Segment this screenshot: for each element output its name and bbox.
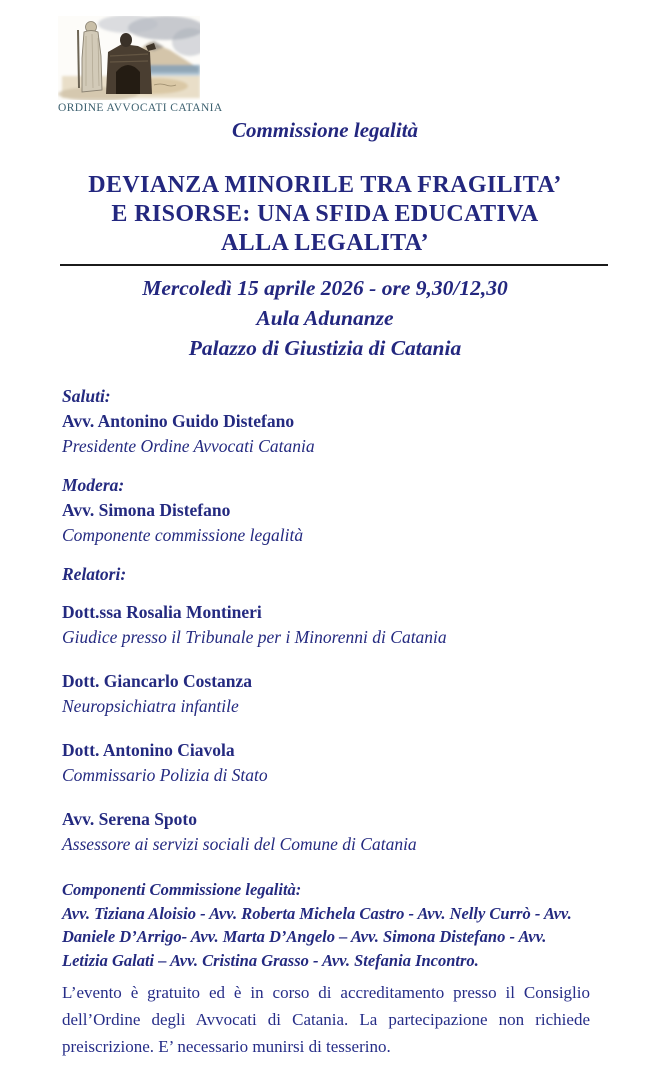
event-title — [0, 171, 650, 258]
person-role: Assessore ai servizi sociali del Comune di Catania — [62, 834, 417, 854]
event-title-line1: DEVIANZA MINORILE TRA FRAGILITA’ — [88, 172, 562, 198]
person-role: Neuropsichiatra infantile — [62, 696, 239, 716]
event-details — [0, 273, 650, 363]
flyer-body — [62, 384, 590, 1060]
person-entry — [62, 807, 590, 857]
person-role: Commissario Polizia di Stato — [62, 765, 268, 785]
logo-caption: ORDINE AVVOCATI CATANIA — [58, 102, 223, 114]
committee-block — [62, 878, 590, 972]
section-modera — [62, 473, 590, 548]
section-saluti — [62, 384, 590, 459]
section-label-relatori: Relatori: — [62, 564, 127, 584]
section-label-saluti: Saluti: — [62, 386, 111, 406]
person-name: Dott. Giancarlo Costanza — [62, 671, 253, 691]
person-role: Componente commissione legalità — [62, 525, 304, 545]
person-entry — [62, 738, 590, 788]
person-name: Dott.ssa Rosalia Montineri — [62, 602, 262, 622]
committee-label: Componenti Commissione legalità: — [62, 880, 302, 899]
event-datetime: Mercoledì 15 aprile 2026 - ore 9,30/12,30 — [142, 276, 508, 300]
person-name: Avv. Simona Distefano — [62, 500, 231, 520]
watercolor-artwork-icon — [58, 16, 200, 100]
event-title-line3: ALLA LEGALITA’ — [220, 230, 430, 256]
person-entry — [62, 409, 590, 459]
title-divider-rule — [60, 264, 608, 266]
event-building: Palazzo di Giustizia di Catania — [188, 336, 462, 360]
person-name: Avv. Antonino Guido Distefano — [62, 411, 295, 431]
person-role: Presidente Ordine Avvocati Catania — [62, 436, 315, 456]
person-name: Avv. Serena Spoto — [62, 809, 197, 829]
accreditation-note: L’evento è gratuito ed è in corso di accreditamento presso il Consiglio dell’Ordine degli Avvocati di Catania. La partecipazione non richiede preiscrizione. E’ necessario munirsi di tesserino. — [62, 983, 590, 1056]
person-name: Dott. Antonino Ciavola — [62, 740, 235, 760]
event-room: Aula Adunanze — [256, 306, 394, 330]
section-relatori — [62, 562, 590, 857]
section-label-modera: Modera: — [62, 475, 125, 495]
commission-subtitle: Commissione legalità — [231, 118, 419, 142]
event-title-line2: E RISORSE: UNA SFIDA EDUCATIVA — [111, 201, 539, 227]
person-entry — [62, 669, 590, 719]
person-entry — [62, 600, 590, 650]
person-role: Giudice presso il Tribunale per i Minorenni di Catania — [62, 627, 447, 647]
committee-members: Avv. Tiziana Aloisio - Avv. Roberta Michela Castro - Avv. Nelly Currò - Avv. Daniele D’Arrigo- Avv. Marta D’Angelo – Avv. Simona Distefano - Avv. Letizia Galati – Avv. Cristina Grasso - Avv. Stefania Incontro. — [62, 903, 572, 970]
ordine-avvocati-logo — [58, 16, 223, 114]
person-entry — [62, 498, 590, 548]
